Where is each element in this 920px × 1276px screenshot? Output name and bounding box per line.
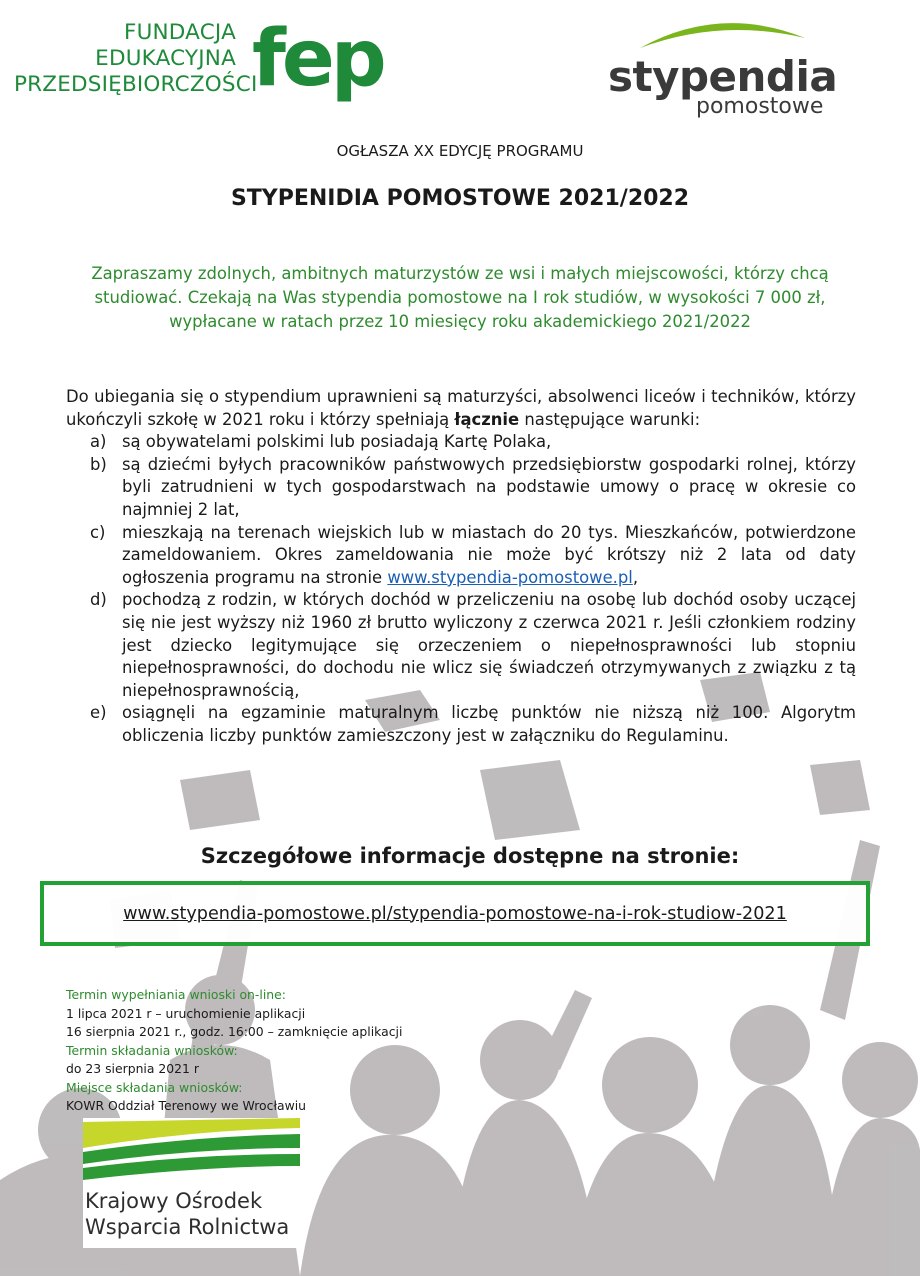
list-item-label: c) — [90, 522, 106, 542]
kowr-logo — [83, 1118, 300, 1248]
details-url-box — [40, 881, 870, 946]
online-term-label: Termin wypełniania wnioski on-line: — [66, 987, 286, 1002]
eligibility-section — [66, 386, 856, 748]
list-item-text: są obywatelami polskimi lub posiadają Kartę Polaka, — [122, 432, 552, 452]
stypendia-website-link[interactable]: www.stypendia-pomostowe.pl — [387, 567, 633, 587]
list-item-text: mieszkają na terenach wiejskich lub w miastach do 20 tys. Mieszkańców, potwierdzone zameldowaniem. Okres zameldowania nie może być krótszy niż 2 lata od daty ogłoszenia programu na stronie — [122, 522, 856, 587]
list-item-text: osiągnęli na egzaminie maturalnym liczbę punktów nie niższą niż 100. Algorytm obliczenia liczby punktów zamieszczony jest w załączniku do Regulaminu. — [122, 703, 856, 745]
list-item-label: d) — [90, 590, 107, 610]
kowr-line-2: Wsparcia Rolnictwa — [85, 1215, 290, 1239]
kowr-logo-text — [85, 1188, 289, 1240]
eligibility-bold-word: łącznie — [454, 409, 520, 429]
fep-line: EDUKACYJNA — [95, 46, 236, 71]
stypendia-pomostowe-logo — [600, 10, 840, 125]
list-item-text: pochodzą z rodzin, w których dochód w przeliczeniu na osobę lub dochód osoby uczącej się nie jest wyższy niż 1960 zł brutto wyliczony z czerwca 2021 r. Jeśli członkiem rodziny jest dziecko legitymujące się orzeczeniem o niepełnosprawności lub stopniu niepełnosprawności, do dochodu nie wlicz się świadczeń otrzymywanych z związku z tą niepełnosprawnością, — [122, 590, 856, 700]
invitation-paragraph: Zapraszamy zdolnych, ambitnych maturzystów ze wsi i małych miejscowości, którzy chcą studiować. Czekają na Was stypendia pomostowe na I rok studiów, w wysokości 7 000 zł, wypłacane w ratach przez 10 miesięcy roku akademickiego 2021/2022 — [91, 264, 829, 331]
list-item-label: e) — [90, 703, 107, 723]
fep-logo-text — [14, 20, 258, 98]
list-item — [66, 454, 856, 522]
announcement-line: OGŁASZA XX EDYCJĘ PROGRAMU — [336, 142, 584, 160]
online-term-start: 1 lipca 2021 r – uruchomienie aplikacji — [66, 1005, 306, 1021]
list-item-label: a) — [90, 432, 107, 452]
kowr-fields-icon — [83, 1118, 300, 1186]
list-item — [66, 702, 856, 747]
fep-line: FUNDACJA — [124, 20, 236, 45]
submission-place: KOWR Oddział Terenowy we Wrocławiu — [66, 1098, 306, 1113]
stypendia-logo-word: stypendia — [608, 52, 838, 101]
list-item — [66, 522, 856, 590]
online-term-end: 16 sierpnia 2021 r., godz. 16:00 – zamknięcie aplikacji — [66, 1024, 403, 1039]
fep-mark: fep — [252, 14, 383, 104]
conditions-list — [66, 431, 856, 747]
list-item-label: b) — [90, 454, 107, 474]
eligibility-intro — [66, 386, 856, 431]
list-item — [66, 589, 856, 702]
list-item-text-end: , — [632, 567, 639, 587]
details-heading: Szczegółowe informacje dostępne na stronie: — [200, 844, 740, 868]
list-item — [66, 431, 856, 454]
list-item-text: są dziećmi byłych pracowników państwowych przedsiębiorstw gospodarki rolnej, którzy byli zatrudnieni w tych gospodarstwach na podstawie umowy o pracę w okresie co najmniej 2 lat, — [122, 454, 856, 519]
page-title: STYPENIDIA POMOSTOWE 2021/2022 — [230, 186, 690, 211]
details-url-link[interactable]: www.stypendia-pomostowe.pl/stypendia-pomostowe-na-i-rok-studiow-2021 — [123, 903, 787, 924]
submission-term-date: do 23 sierpnia 2021 r — [66, 1061, 199, 1076]
submission-place-label: Miejsce składania wniosków: — [66, 1079, 243, 1095]
kowr-line-1: Krajowy Ośrodek — [85, 1189, 263, 1213]
submission-term-label: Termin składania wniosków: — [66, 1042, 238, 1058]
fep-line: PRZEDSIĘBIORCZOŚCI — [14, 72, 258, 97]
deadlines-section — [66, 986, 486, 1116]
eligibility-intro-text: Do ubiegania się o stypendium uprawnieni są maturzyści, absolwenci liceów i techników, którzy ukończyli szkołę w 2021 roku i którzy spełniają — [66, 387, 856, 429]
fep-logo — [14, 14, 383, 108]
pomostowe-logo-word: pomostowe — [696, 94, 824, 119]
eligibility-intro-end: następujące warunki: — [519, 409, 701, 429]
